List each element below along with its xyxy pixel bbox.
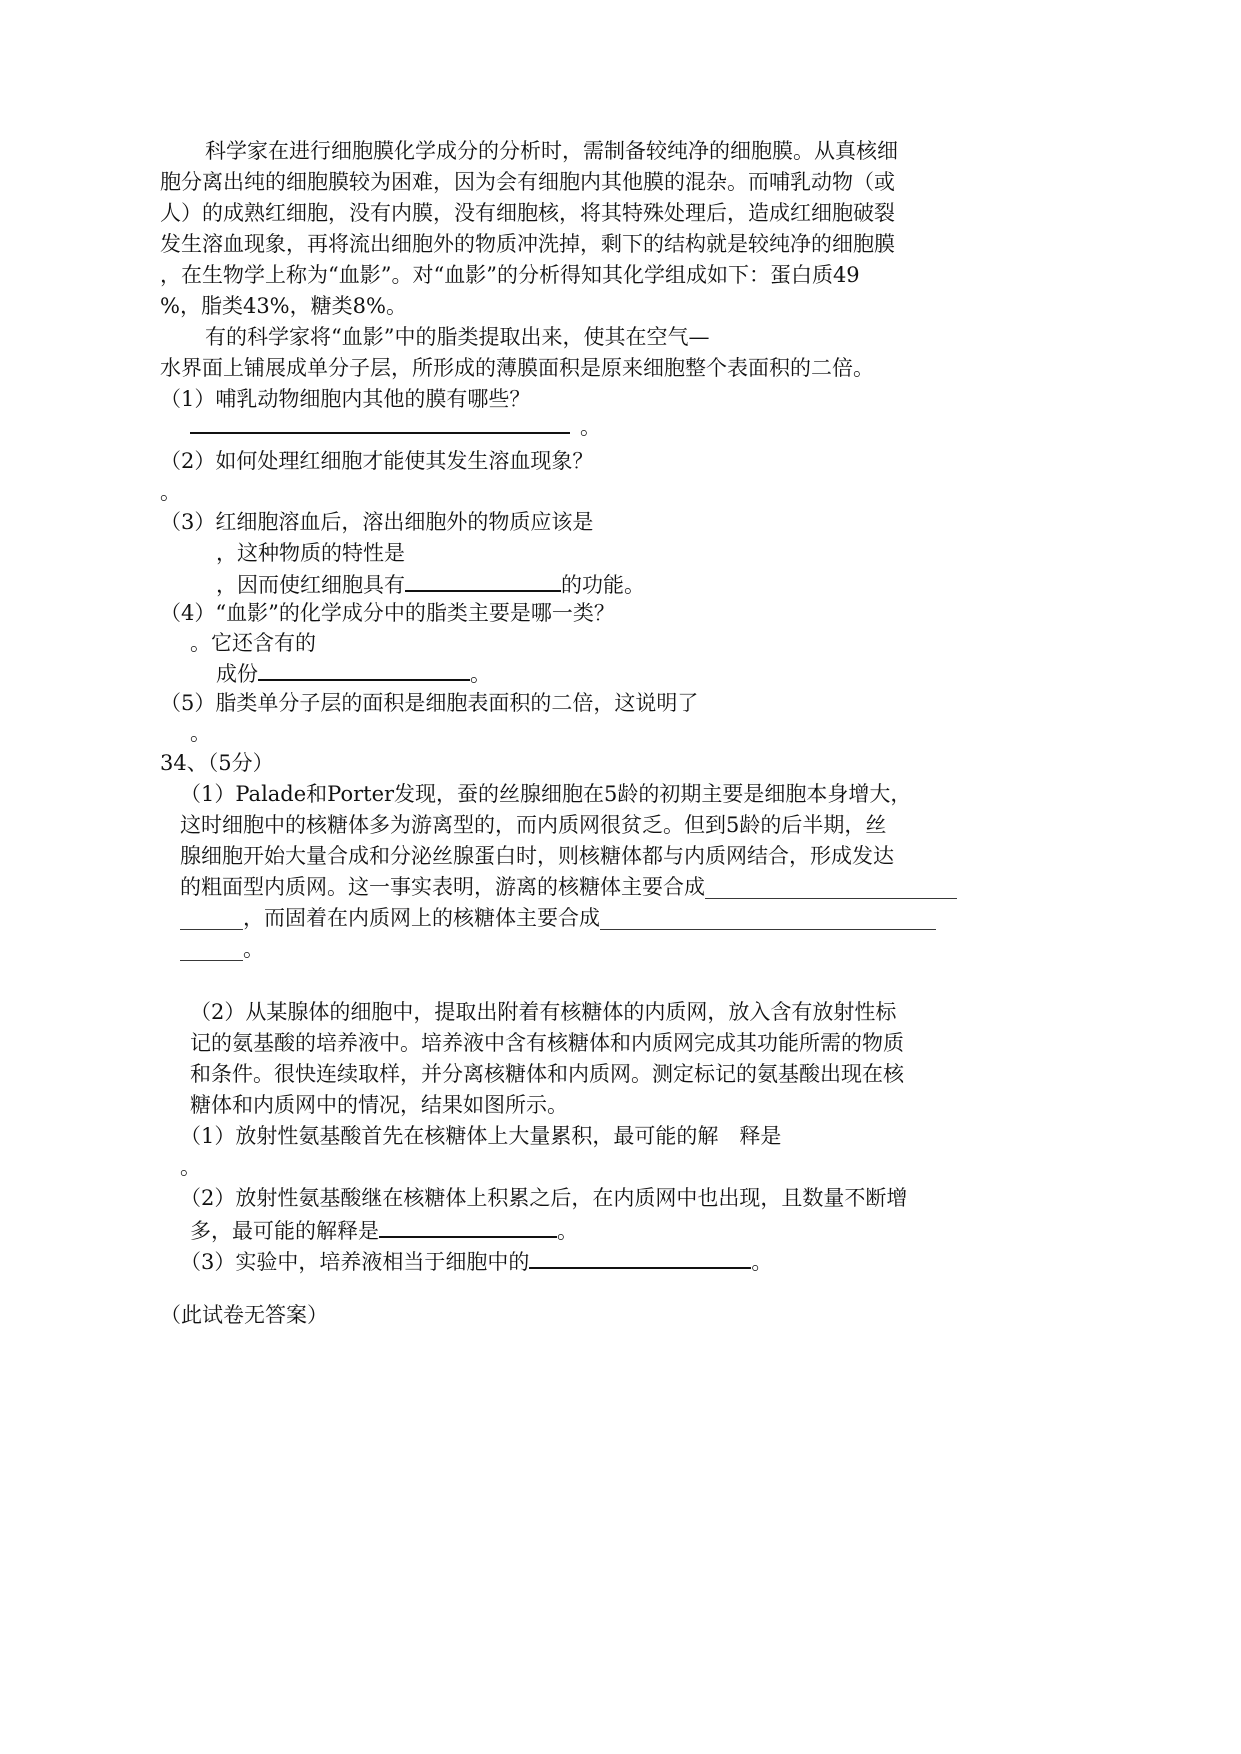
q34-sub-3-text: （3）实验中，培养液相当于细胞中的 [180, 1250, 530, 1274]
q34-p1-line-5 [180, 903, 936, 933]
q34-p1-line-2: 这时细胞中的核糖体多为游离型的，而内质网很贫乏。但到5龄的后半期，丝 [180, 813, 887, 837]
answer-blank[interactable] [258, 657, 470, 681]
q34-sub-3 [180, 1245, 772, 1277]
answer-blank-free-ribosome[interactable]: ________________________ [705, 875, 957, 899]
q34-sub-3-end: 。 [751, 1250, 773, 1274]
q34-p2-line-4: 糖体和内质网中的情况，结果如图所示。 [190, 1093, 568, 1117]
answer-blank-continued[interactable]: ______ [180, 906, 243, 930]
question-4-line-2: 。它还含有的 [190, 631, 316, 655]
q34-p1-line-4 [180, 872, 957, 902]
answer-blank-continued[interactable]: ______ [180, 937, 243, 961]
q34-sub-1: （1）放射性氨基酸首先在核糖体上大量累积，最可能的解 释是 [180, 1124, 782, 1148]
question-4-text: （4）“血影”的化学成分中的脂类主要是哪一类？ [160, 601, 615, 625]
question-2-text: （2）如何处理红细胞才能使其发生溶血现象？ [160, 449, 594, 473]
question-4-line-3-b: 。 [470, 662, 491, 686]
question-1-answer-line[interactable] [190, 410, 601, 442]
q34-p1-line-6 [180, 934, 264, 964]
question-1-end: 。 [580, 415, 601, 439]
question-3-line-3-b: 的功能。 [561, 573, 645, 597]
question-1-text: （1）哺乳动物细胞内其他的膜有哪些？ [160, 387, 531, 411]
question-34-header: 34、（5分） [160, 751, 274, 775]
q34-p1-line-4-text: 的粗面型内质网。这一事实表明，游离的核糖体主要合成 [180, 875, 705, 899]
answer-blank-bound-ribosome[interactable]: ________________________________ [600, 906, 936, 930]
answer-blank[interactable] [529, 1245, 751, 1269]
answer-blank[interactable] [405, 568, 561, 592]
question-5-end: 。 [190, 721, 211, 745]
question-3-text: （3）红细胞溶血后，溶出细胞外的物质应该是 [160, 510, 594, 534]
footer-note: （此试卷无答案） [160, 1303, 328, 1327]
q34-p1-line-3: 腺细胞开始大量合成和分泌丝腺蛋白时，则核糖体都与内质网结合，形成发达 [180, 844, 894, 868]
q34-p1-line-5-text: ，而固着在内质网上的核糖体主要合成 [243, 906, 600, 930]
answer-blank[interactable] [190, 410, 570, 434]
intro-line-6: %，脂类43%，糖类8%。 [160, 294, 407, 318]
q34-sub-1-end: 。 [180, 1155, 201, 1179]
intro-line-1: 科学家在进行细胞膜化学成分的分析时，需制备较纯净的细胞膜。从真核细 [205, 139, 898, 163]
question-5-text: （5）脂类单分子层的面积是细胞表面积的二倍，这说明了 [160, 691, 699, 715]
intro-p2-line-1: 有的科学家将“血影”中的脂类提取出来，使其在空气— [205, 325, 710, 349]
intro-line-4: 发生溶血现象，再将流出细胞外的物质冲洗掉，剩下的结构就是较纯净的细胞膜 [160, 232, 895, 256]
answer-blank[interactable] [379, 1214, 557, 1238]
question-4-line-3-a: 成份 [216, 662, 258, 686]
q34-sub-2-line-2 [190, 1214, 578, 1246]
question-2-end: 。 [160, 480, 181, 504]
q34-sub-2-end: 。 [557, 1219, 578, 1243]
intro-p2-line-2: 水界面上铺展成单分子层，所形成的薄膜面积是原来细胞整个表面积的二倍。 [160, 356, 874, 380]
intro-line-5: ，在生物学上称为“血影”。对“血影”的分析得知其化学组成如下：蛋白质49 [160, 263, 860, 287]
intro-line-3: 人）的成熟红细胞，没有内膜，没有细胞核，将其特殊处理后，造成红细胞破裂 [160, 201, 895, 225]
q34-p1-line-1: （1）Palade和Porter发现，蚕的丝腺细胞在5龄的初期主要是细胞本身增大， [180, 782, 912, 806]
question-3-line-2: ，这种物质的特性是 [216, 541, 405, 565]
q34-p2-line-3: 和条件。很快连续取样，并分离核糖体和内质网。测定标记的氨基酸出现在核 [190, 1062, 904, 1086]
q34-sub-2-line-1: （2）放射性氨基酸继在核糖体上积累之后，在内质网中也出现，且数量不断增 [180, 1186, 908, 1210]
q34-sub-2-line-2-text: 多，最可能的解释是 [190, 1219, 379, 1243]
question-3-line-3-a: ，因而使红细胞具有 [216, 573, 405, 597]
question-4-line-3 [216, 657, 491, 689]
q34-p2-line-1: （2）从某腺体的细胞中，提取出附着有核糖体的内质网，放入含有放射性标 [190, 1000, 897, 1024]
q34-p1-line-6-end: 。 [243, 937, 264, 961]
intro-line-2: 胞分离出纯的细胞膜较为困难，因为会有细胞内其他膜的混杂。而哺乳动物（或 [160, 170, 895, 194]
q34-p2-line-2: 记的氨基酸的培养液中。培养液中含有核糖体和内质网完成其功能所需的物质 [190, 1031, 904, 1055]
question-3-line-3 [216, 568, 645, 600]
